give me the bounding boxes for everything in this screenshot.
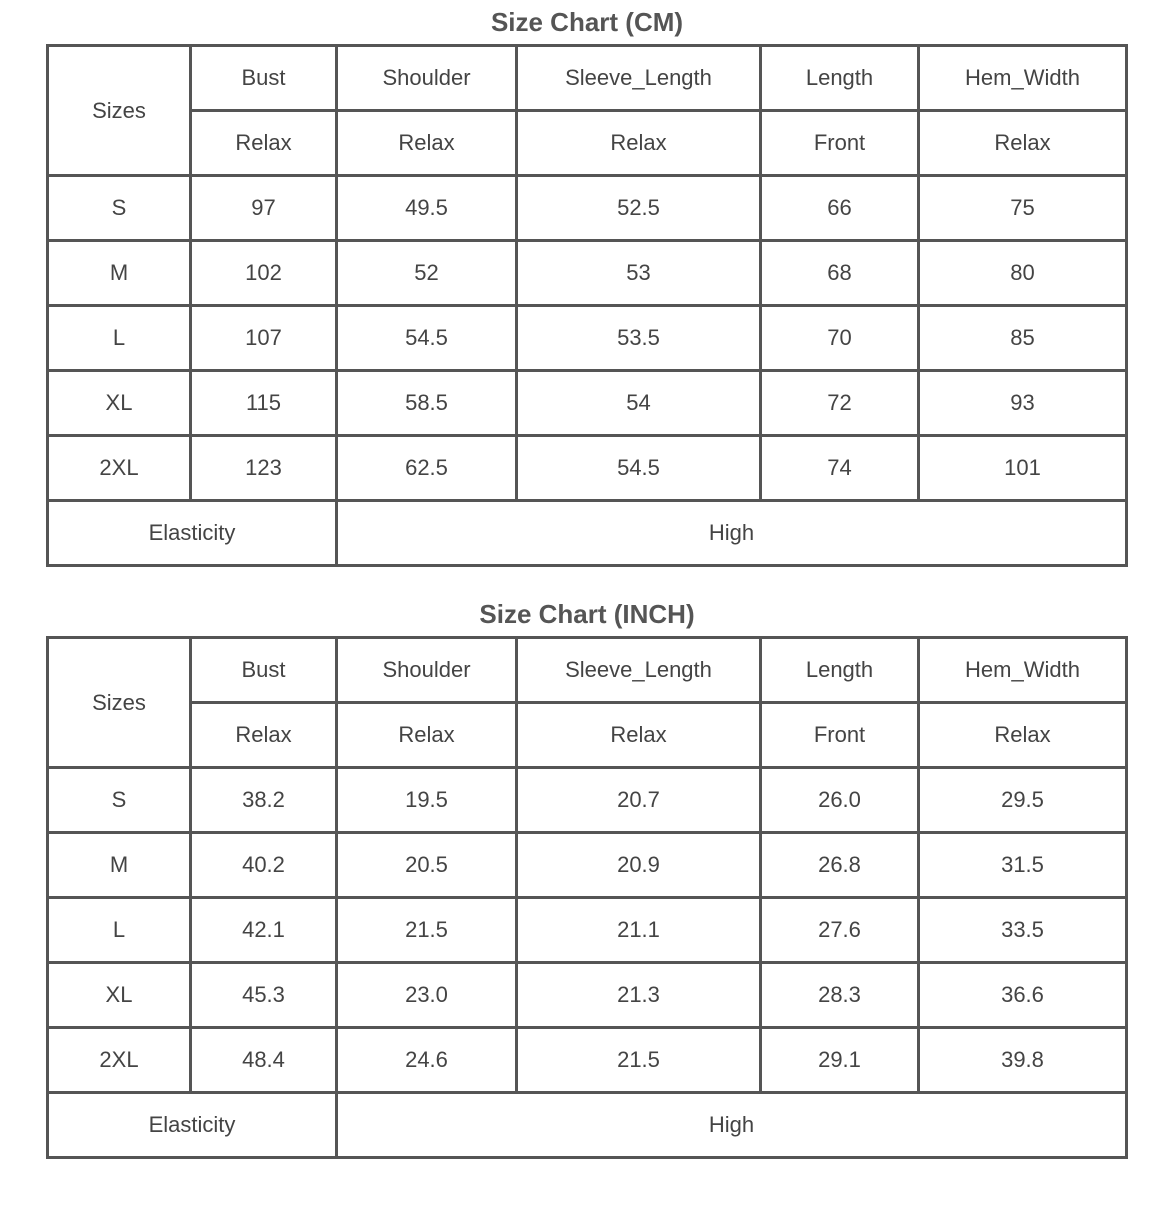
header-cell-sleeve-length: Sleeve_Length <box>518 47 762 112</box>
table-row <box>49 307 1128 372</box>
header-cell-hem-width: Hem_Width <box>920 47 1128 112</box>
value-cell: 68 <box>762 242 920 307</box>
value-cell: 53 <box>518 242 762 307</box>
header-cell-hem-width: Hem_Width <box>920 639 1128 704</box>
value-cell: 53.5 <box>518 307 762 372</box>
value-cell: 45.3 <box>192 964 338 1029</box>
value-cell: 54 <box>518 372 762 437</box>
header-row <box>49 47 1128 112</box>
value-cell: 97 <box>192 177 338 242</box>
size-chart-cm-title: Size Chart (CM) <box>490 7 684 37</box>
value-cell: 102 <box>192 242 338 307</box>
elasticity-value: High <box>338 1094 1128 1159</box>
subheader-cell: Front <box>762 704 920 769</box>
size-cell: M <box>49 834 192 899</box>
subheader-cell: Relax <box>518 704 762 769</box>
value-cell: 93 <box>920 372 1128 437</box>
header-cell-sleeve-length: Sleeve_Length <box>518 639 762 704</box>
elasticity-row <box>49 502 1128 567</box>
value-cell: 31.5 <box>920 834 1128 899</box>
elasticity-label: Elasticity <box>49 1094 338 1159</box>
header-row <box>49 639 1128 704</box>
value-cell: 58.5 <box>338 372 518 437</box>
table-row <box>49 437 1128 502</box>
value-cell: 20.9 <box>518 834 762 899</box>
size-cell: XL <box>49 964 192 1029</box>
value-cell: 21.5 <box>518 1029 762 1094</box>
elasticity-label: Elasticity <box>49 502 338 567</box>
size-cell: L <box>49 307 192 372</box>
value-cell: 54.5 <box>338 307 518 372</box>
subheader-cell: Relax <box>518 112 762 177</box>
value-cell: 85 <box>920 307 1128 372</box>
header-cell-shoulder: Shoulder <box>338 639 518 704</box>
table-row <box>49 899 1128 964</box>
value-cell: 74 <box>762 437 920 502</box>
value-cell: 21.1 <box>518 899 762 964</box>
size-cell: XL <box>49 372 192 437</box>
subheader-cell: Front <box>762 112 920 177</box>
value-cell: 70 <box>762 307 920 372</box>
table-row <box>49 177 1128 242</box>
header-cell-length: Length <box>762 47 920 112</box>
value-cell: 101 <box>920 437 1128 502</box>
size-chart-cm-table <box>46 44 1128 567</box>
value-cell: 21.3 <box>518 964 762 1029</box>
subheader-cell: Relax <box>920 112 1128 177</box>
header-cell-bust: Bust <box>192 47 338 112</box>
table-row <box>49 242 1128 307</box>
header-cell-shoulder: Shoulder <box>338 47 518 112</box>
value-cell: 49.5 <box>338 177 518 242</box>
value-cell: 26.0 <box>762 769 920 834</box>
value-cell: 39.8 <box>920 1029 1128 1094</box>
subheader-cell: Relax <box>192 704 338 769</box>
size-cell: S <box>49 769 192 834</box>
value-cell: 21.5 <box>338 899 518 964</box>
subheader-row <box>49 112 1128 177</box>
subheader-row <box>49 704 1128 769</box>
value-cell: 115 <box>192 372 338 437</box>
value-cell: 33.5 <box>920 899 1128 964</box>
size-cell: 2XL <box>49 1029 192 1094</box>
value-cell: 36.6 <box>920 964 1128 1029</box>
value-cell: 48.4 <box>192 1029 338 1094</box>
subheader-cell: Relax <box>192 112 338 177</box>
value-cell: 66 <box>762 177 920 242</box>
value-cell: 107 <box>192 307 338 372</box>
value-cell: 27.6 <box>762 899 920 964</box>
table-row <box>49 372 1128 437</box>
value-cell: 42.1 <box>192 899 338 964</box>
value-cell: 28.3 <box>762 964 920 1029</box>
elasticity-value: High <box>338 502 1128 567</box>
value-cell: 123 <box>192 437 338 502</box>
table-row <box>49 964 1128 1029</box>
size-chart-inch-table <box>46 636 1128 1159</box>
elasticity-row <box>49 1094 1128 1159</box>
subheader-cell: Relax <box>920 704 1128 769</box>
value-cell: 54.5 <box>518 437 762 502</box>
size-cell: 2XL <box>49 437 192 502</box>
value-cell: 26.8 <box>762 834 920 899</box>
header-cell-length: Length <box>762 639 920 704</box>
value-cell: 72 <box>762 372 920 437</box>
size-cell: M <box>49 242 192 307</box>
size-cell: S <box>49 177 192 242</box>
table-row <box>49 1029 1128 1094</box>
value-cell: 52 <box>338 242 518 307</box>
value-cell: 19.5 <box>338 769 518 834</box>
value-cell: 20.7 <box>518 769 762 834</box>
value-cell: 75 <box>920 177 1128 242</box>
header-cell-bust: Bust <box>192 639 338 704</box>
value-cell: 62.5 <box>338 437 518 502</box>
value-cell: 80 <box>920 242 1128 307</box>
value-cell: 23.0 <box>338 964 518 1029</box>
subheader-cell: Relax <box>338 704 518 769</box>
value-cell: 24.6 <box>338 1029 518 1094</box>
table-row <box>49 769 1128 834</box>
subheader-cell: Relax <box>338 112 518 177</box>
value-cell: 52.5 <box>518 177 762 242</box>
table-row <box>49 834 1128 899</box>
size-cell: L <box>49 899 192 964</box>
sizes-header-cell: Sizes <box>49 47 192 177</box>
value-cell: 40.2 <box>192 834 338 899</box>
value-cell: 29.1 <box>762 1029 920 1094</box>
sizes-header-cell: Sizes <box>49 639 192 769</box>
value-cell: 38.2 <box>192 769 338 834</box>
size-chart-inch-title: Size Chart (INCH) <box>479 599 695 629</box>
value-cell: 29.5 <box>920 769 1128 834</box>
value-cell: 20.5 <box>338 834 518 899</box>
